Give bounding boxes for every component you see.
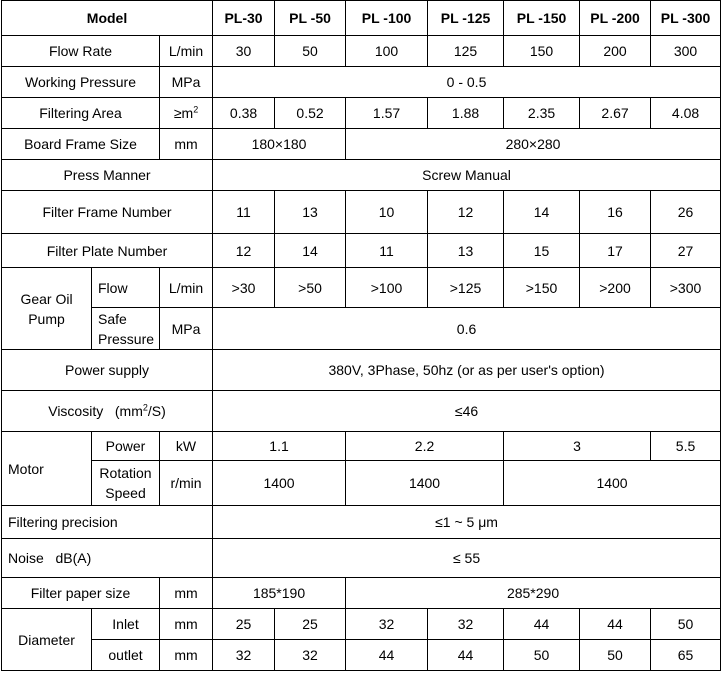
model-header-cell: PL -50 [275,1,346,36]
motor-power-row [2,432,721,461]
value-cell: ≤1 ~ 5 μm [213,506,721,539]
value-cell: 180×180 [213,129,346,160]
model-header-cell: PL -100 [346,1,428,36]
group-label: Diameter [2,609,92,671]
value-cell: 0.52 [275,98,346,129]
value-cell: 14 [504,191,580,234]
value-cell: 44 [428,640,504,671]
model-header-cell: PL -150 [504,1,580,36]
value-cell: >150 [504,268,580,308]
value-cell: 280×280 [346,129,721,160]
row-label: Filtering precision [2,506,213,539]
value-cell: 2.35 [504,98,580,129]
value-cell: 1400 [213,461,346,506]
value-cell: 150 [504,36,580,67]
filtering-precision-row [2,506,721,539]
value-cell: 285*290 [346,578,721,609]
unit-cell: mm [160,640,213,671]
model-header-cell: PL -200 [580,1,651,36]
value-cell: 17 [580,234,651,268]
value-cell: 2.67 [580,98,651,129]
value-cell: 100 [346,36,428,67]
value-cell: 50 [504,640,580,671]
value-cell: >200 [580,268,651,308]
value-cell: 12 [213,234,275,268]
filter-paper-size-row [2,578,721,609]
value-cell: 2.2 [346,432,504,461]
row-label: Working Pressure [2,67,160,98]
gear-oil-pump-flow-row [2,268,721,308]
unit-cell: mm [160,609,213,640]
viscosity-row [2,391,721,432]
row-label: Noise dB(A) [2,539,213,578]
sub-label: Flow [92,268,160,308]
value-cell: 1.1 [213,432,346,461]
value-cell: >100 [346,268,428,308]
value-cell: 11 [213,191,275,234]
value-cell: >125 [428,268,504,308]
value-cell: >300 [651,268,721,308]
value-cell: 1.57 [346,98,428,129]
value-cell: 1.88 [428,98,504,129]
value-cell: 26 [651,191,721,234]
row-label: Power supply [2,350,213,391]
working-pressure-row [2,67,721,98]
unit-cell: MPa [160,308,213,350]
value-cell: 30 [213,36,275,67]
value-cell: 25 [275,609,346,640]
value-cell: 32 [428,609,504,640]
value-cell: 65 [651,640,721,671]
value-cell: 50 [580,640,651,671]
noise-row [2,539,721,578]
value-cell: 25 [213,609,275,640]
header-row [2,1,721,36]
value-cell: 15 [504,234,580,268]
spec-table [1,0,721,671]
press-manner-row [2,160,721,191]
value-cell: 27 [651,234,721,268]
row-label: Flow Rate [2,36,160,67]
model-header-cell: PL -300 [651,1,721,36]
diameter-outlet-row [2,640,721,671]
value-cell: 200 [580,36,651,67]
model-header-cell: PL -125 [428,1,504,36]
value-cell: 50 [275,36,346,67]
unit-cell: $\ge m^2$ [160,98,213,129]
value-cell: 16 [580,191,651,234]
value-cell: 14 [275,234,346,268]
filter-frame-number-row [2,191,721,234]
value-cell: 0.38 [213,98,275,129]
power-supply-row [2,350,721,391]
value-cell: 0 - 0.5 [213,67,721,98]
value-cell: 1400 [346,461,504,506]
group-label: Motor [2,432,92,506]
board-frame-size-row [2,129,721,160]
value-cell: >50 [275,268,346,308]
value-cell: 380V, 3Phase, 50hz (or as per user's option) [213,350,721,391]
value-cell: 44 [346,640,428,671]
unit-cell: L/min [160,36,213,67]
value-cell: 32 [213,640,275,671]
value-cell: 44 [580,609,651,640]
row-label: Filtering Area [2,98,160,129]
value-cell: >30 [213,268,275,308]
value-cell: 125 [428,36,504,67]
value-cell: 11 [346,234,428,268]
motor-rotation-row [2,461,721,506]
filtering-area-row [2,98,721,129]
value-cell: 32 [275,640,346,671]
row-label: Viscosity $(mm^2/S)$ [2,391,213,432]
row-label: Filter Plate Number [2,234,213,268]
group-label: Gear Oil Pump [2,268,92,350]
sub-label: outlet [92,640,160,671]
value-cell: 13 [428,234,504,268]
unit-cell: mm [160,129,213,160]
model-header-cell: PL-30 [213,1,275,36]
row-label: Board Frame Size [2,129,160,160]
flow-rate-row [2,36,721,67]
unit-cell: MPa [160,67,213,98]
unit-cell: kW [160,432,213,461]
row-label: Filter Frame Number [2,191,213,234]
unit-cell: r/min [160,461,213,506]
value-cell: 32 [346,609,428,640]
row-label: Press Manner [2,160,213,191]
value-cell: 185*190 [213,578,346,609]
value-cell: 5.5 [651,432,721,461]
value-cell: 4.08 [651,98,721,129]
value-cell: 3 [504,432,651,461]
sub-label: Safe Pressure [92,308,160,350]
sub-label: Rotation Speed [92,461,160,506]
value-cell: 0.6 [213,308,721,350]
value-cell: 50 [651,609,721,640]
value-cell: Screw Manual [213,160,721,191]
value-cell: 13 [275,191,346,234]
value-cell: 1400 [504,461,721,506]
value-cell: 10 [346,191,428,234]
sub-label: Power [92,432,160,461]
unit-cell: mm [160,578,213,609]
value-cell: 300 [651,36,721,67]
value-cell: 12 [428,191,504,234]
gear-oil-pump-pressure-row [2,308,721,350]
value-cell: ≤ 55 [213,539,721,578]
diameter-inlet-row [2,609,721,640]
model-header: Model [2,1,213,36]
unit-cell: L/min [160,268,213,308]
sub-label: Inlet [92,609,160,640]
row-label: Filter paper size [2,578,160,609]
value-cell: ≤46 [213,391,721,432]
value-cell: 44 [504,609,580,640]
filter-plate-number-row [2,234,721,268]
